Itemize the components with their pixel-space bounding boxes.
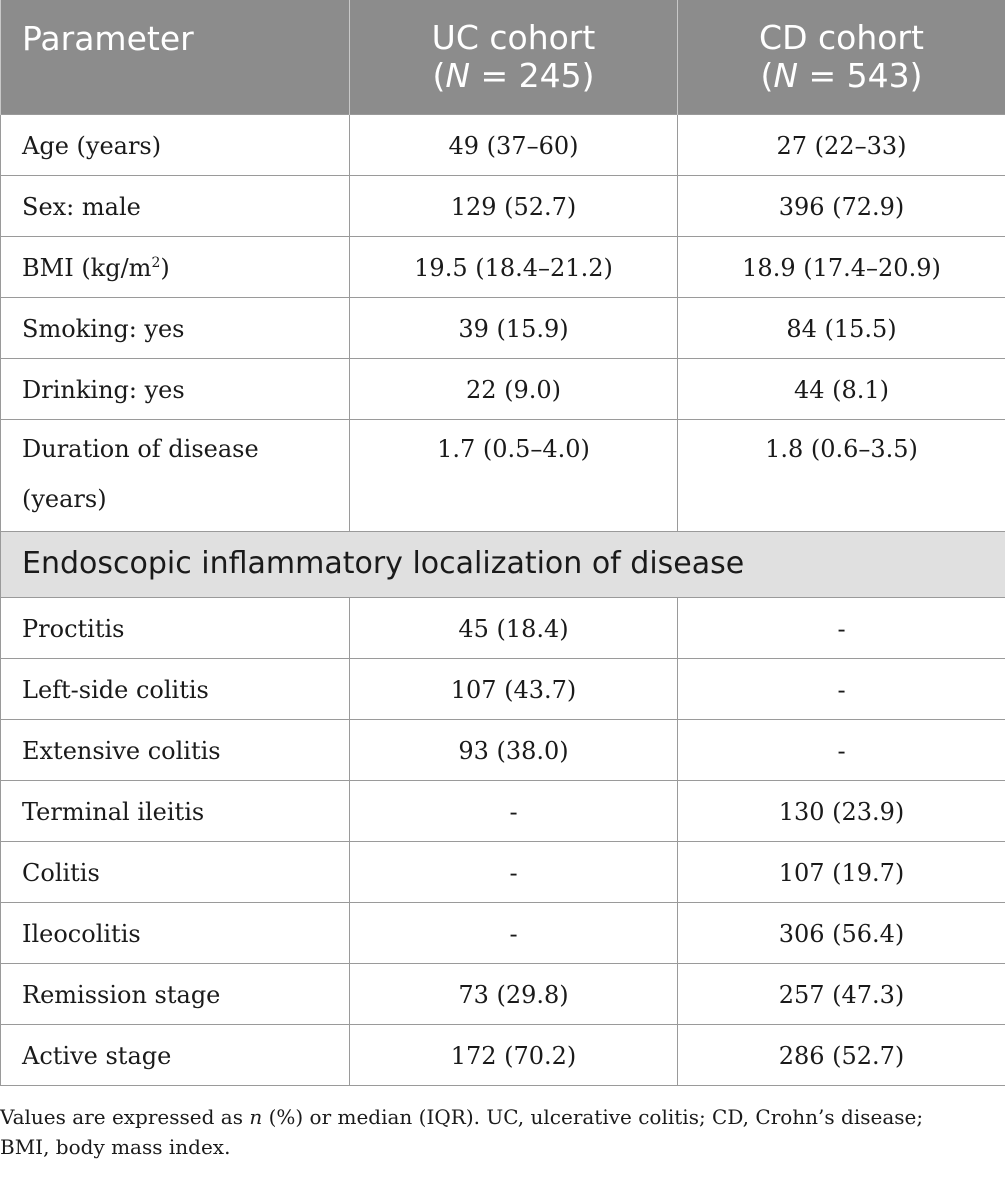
cd-value: 306 (56.4) (678, 902, 1005, 963)
cd-value: - (678, 597, 1005, 658)
row-label: Extensive colitis (1, 719, 350, 780)
table-row-terminal-ileitis (1, 780, 1005, 841)
header-cd-line2 (688, 57, 995, 95)
header-uc-cohort (350, 0, 678, 114)
uc-value: 22 (9.0) (350, 358, 678, 419)
table-row-proctitis (1, 597, 1005, 658)
header-cd-cohort (678, 0, 1005, 114)
row-label: Colitis (1, 841, 350, 902)
footnote-part2: (%) or median (IQR). UC, ulcerative colitis; CD, Crohn’s disease; (262, 1105, 924, 1129)
footnote-n: n (249, 1105, 263, 1129)
table-row-smoking (1, 297, 1005, 358)
header-cd-count: = 543) (798, 55, 923, 95)
row-label: Remission stage (1, 963, 350, 1024)
cd-value: 396 (72.9) (678, 175, 1005, 236)
row-label: Drinking: yes (1, 358, 350, 419)
row-label: Active stage (1, 1024, 350, 1085)
header-uc-paren: ( (432, 55, 446, 95)
header-uc-count: = 245) (470, 55, 595, 95)
table-row-age (1, 114, 1005, 175)
uc-value: 19.5 (18.4–21.2) (350, 236, 678, 297)
uc-value: 129 (52.7) (350, 175, 678, 236)
header-cd-paren: ( (760, 55, 774, 95)
uc-value: - (350, 841, 678, 902)
uc-value: 39 (15.9) (350, 297, 678, 358)
row-label: Left-side colitis (1, 658, 350, 719)
cd-value: 84 (15.5) (678, 297, 1005, 358)
bmi-label-close: ) (160, 253, 170, 282)
table-footnote (0, 1102, 1005, 1162)
table-row-ileocolitis (1, 902, 1005, 963)
table-row-duration (1, 419, 1005, 531)
table-row-bmi (1, 236, 1005, 297)
header-uc-line1: UC cohort (431, 17, 596, 57)
uc-value: 172 (70.2) (350, 1024, 678, 1085)
uc-value: 49 (37–60) (350, 114, 678, 175)
row-label: Proctitis (1, 597, 350, 658)
duration-label-line2: (years) (22, 484, 107, 513)
table-row-extensive-colitis (1, 719, 1005, 780)
header-parameter: Parameter (1, 0, 350, 114)
header-cd-n: N (773, 55, 799, 95)
row-label (1, 419, 350, 531)
table-row-remission-stage (1, 963, 1005, 1024)
uc-value: 73 (29.8) (350, 963, 678, 1024)
header-uc-line2 (360, 57, 667, 95)
header-cd-line1: CD cohort (759, 17, 924, 57)
section-title: Endoscopic inflammatory localization of disease (1, 531, 1005, 597)
cd-value: 130 (23.9) (678, 780, 1005, 841)
uc-value: 45 (18.4) (350, 597, 678, 658)
cd-value: 44 (8.1) (678, 358, 1005, 419)
uc-value: 93 (38.0) (350, 719, 678, 780)
row-label: Terminal ileitis (1, 780, 350, 841)
bmi-label-superscript: 2 (151, 254, 161, 271)
cd-value: 1.8 (0.6–3.5) (678, 419, 1005, 531)
row-label: Age (years) (1, 114, 350, 175)
table-row-active-stage (1, 1024, 1005, 1085)
table-row-colitis (1, 841, 1005, 902)
uc-value: - (350, 902, 678, 963)
uc-value: 107 (43.7) (350, 658, 678, 719)
footnote-line2: BMI, body mass index. (0, 1135, 231, 1159)
table-row-drinking (1, 358, 1005, 419)
cd-value: 27 (22–33) (678, 114, 1005, 175)
table-row-sex (1, 175, 1005, 236)
row-label: Ileocolitis (1, 902, 350, 963)
row-label: Smoking: yes (1, 297, 350, 358)
section-header-row (1, 531, 1005, 597)
cd-value: - (678, 719, 1005, 780)
uc-value: 1.7 (0.5–4.0) (350, 419, 678, 531)
row-label (1, 236, 350, 297)
footnote-part1: Values are expressed as (0, 1105, 250, 1129)
row-label: Sex: male (1, 175, 350, 236)
cd-value: 18.9 (17.4–20.9) (678, 236, 1005, 297)
table-row-left-side-colitis (1, 658, 1005, 719)
cd-value: 257 (47.3) (678, 963, 1005, 1024)
header-row (1, 0, 1005, 114)
cd-value: 286 (52.7) (678, 1024, 1005, 1085)
cd-value: - (678, 658, 1005, 719)
cd-value: 107 (19.7) (678, 841, 1005, 902)
duration-label-line1: Duration of disease (22, 434, 259, 463)
bmi-label-text: BMI (kg/m (22, 253, 152, 282)
uc-value: - (350, 780, 678, 841)
header-uc-n: N (445, 55, 471, 95)
